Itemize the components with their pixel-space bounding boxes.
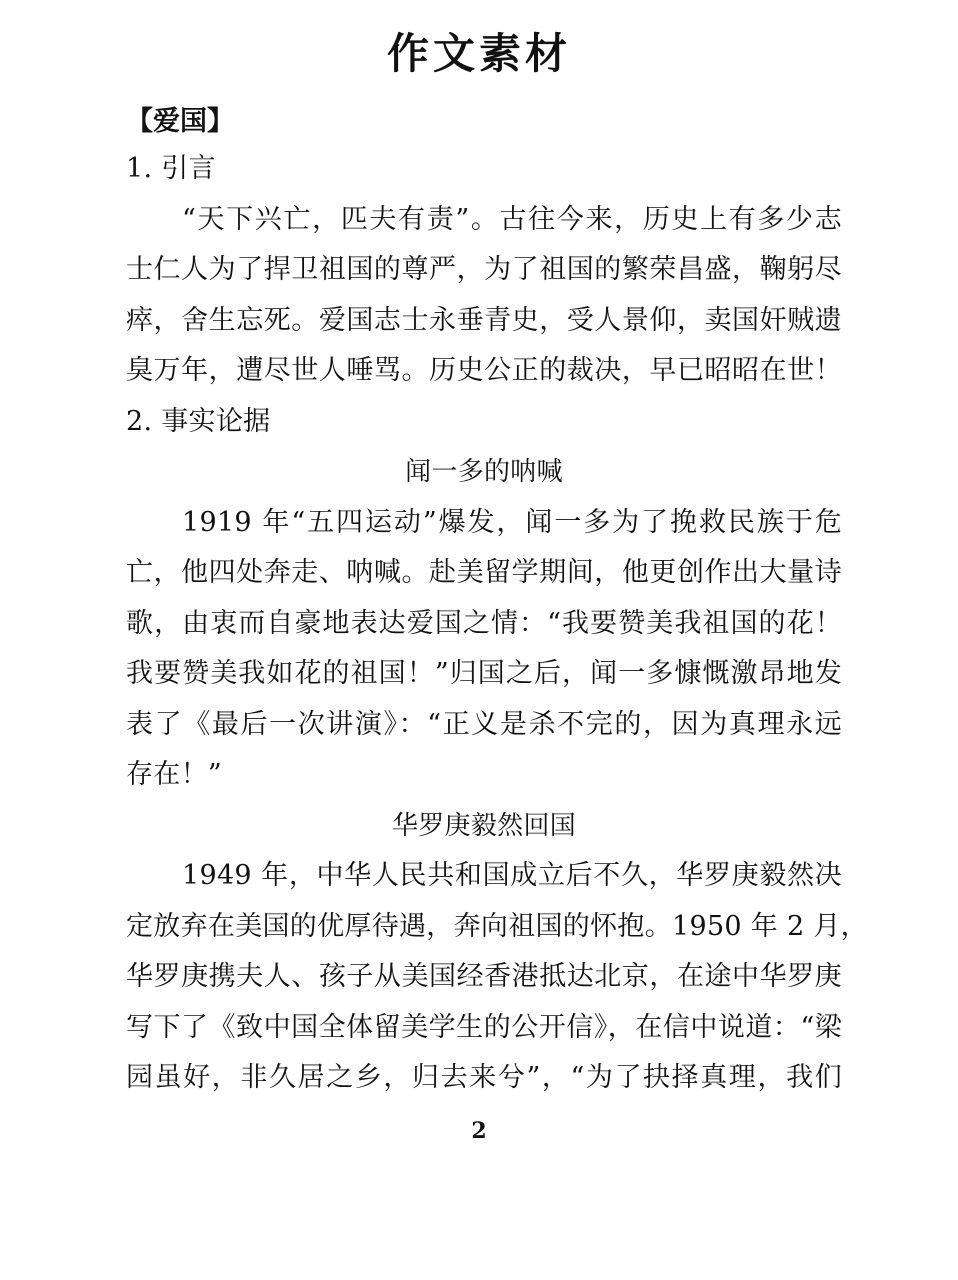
- section-heading: 【爱国】: [126, 106, 234, 137]
- paragraph-line: 定放弃在美国的优厚待遇，奔向祖国的怀抱。1950 年 2 月，: [126, 910, 868, 942]
- paragraph-line: “天下兴亡，匹夫有责”。古往今来，历史上有多少志: [182, 203, 842, 235]
- paragraph-line: 亡，他四处奔走、呐喊。赴美留学期间，他更创作出大量诗: [126, 557, 842, 588]
- subsection-heading-quote: 1. 引言: [126, 153, 216, 184]
- page-number: 2: [471, 1118, 487, 1144]
- paragraph-line: 臭万年，遭尽世人唾骂。历史公正的裁决，早已昭昭在世！: [126, 355, 842, 386]
- paragraph-line: 华罗庚携夫人、孩子从美国经香港抵达北京，在途中华罗庚: [126, 961, 842, 992]
- subsection-heading-facts: 2. 事实论据: [126, 405, 271, 437]
- paragraph-line: 1949 年，中华人民共和国成立后不久，华罗庚毅然决: [182, 860, 842, 891]
- paragraph-line: 歌，由衷而自豪地表达爱国之情：“我要赞美我祖国的花！: [126, 607, 842, 639]
- paragraph-line: 写下了《致中国全体留美学生的公开信》，在信中说道：“梁: [126, 1011, 842, 1043]
- paragraph-line: 士仁人为了捍卫祖国的尊严，为了祖国的繁荣昌盛，鞠躬尽: [126, 254, 842, 285]
- paragraph-line: 我要赞美我如花的祖国！”归国之后，闻一多慷慨激昂地发: [126, 658, 842, 689]
- story-title: 华罗庚毅然回国: [391, 810, 577, 841]
- paragraph-line: 瘁，舍生忘死。爱国志士永垂青史，受人景仰，卖国奸贼遗: [126, 304, 842, 336]
- paragraph-line: 园虽好，非久居之乡，归去来兮”，“为了抉择真理，我们: [126, 1062, 842, 1093]
- paragraph-line: 1919 年“五四运动”爆发，闻一多为了挽救民族于危: [182, 506, 842, 538]
- paragraph-line: 表了《最后一次讲演》：“正义是杀不完的，因为真理永远: [126, 708, 842, 740]
- paragraph-line: 存在！”: [126, 759, 223, 790]
- document-body: [126, 144, 868, 1104]
- page-title: 作文素材: [386, 29, 571, 78]
- story-title: 闻一多的呐喊: [405, 457, 563, 487]
